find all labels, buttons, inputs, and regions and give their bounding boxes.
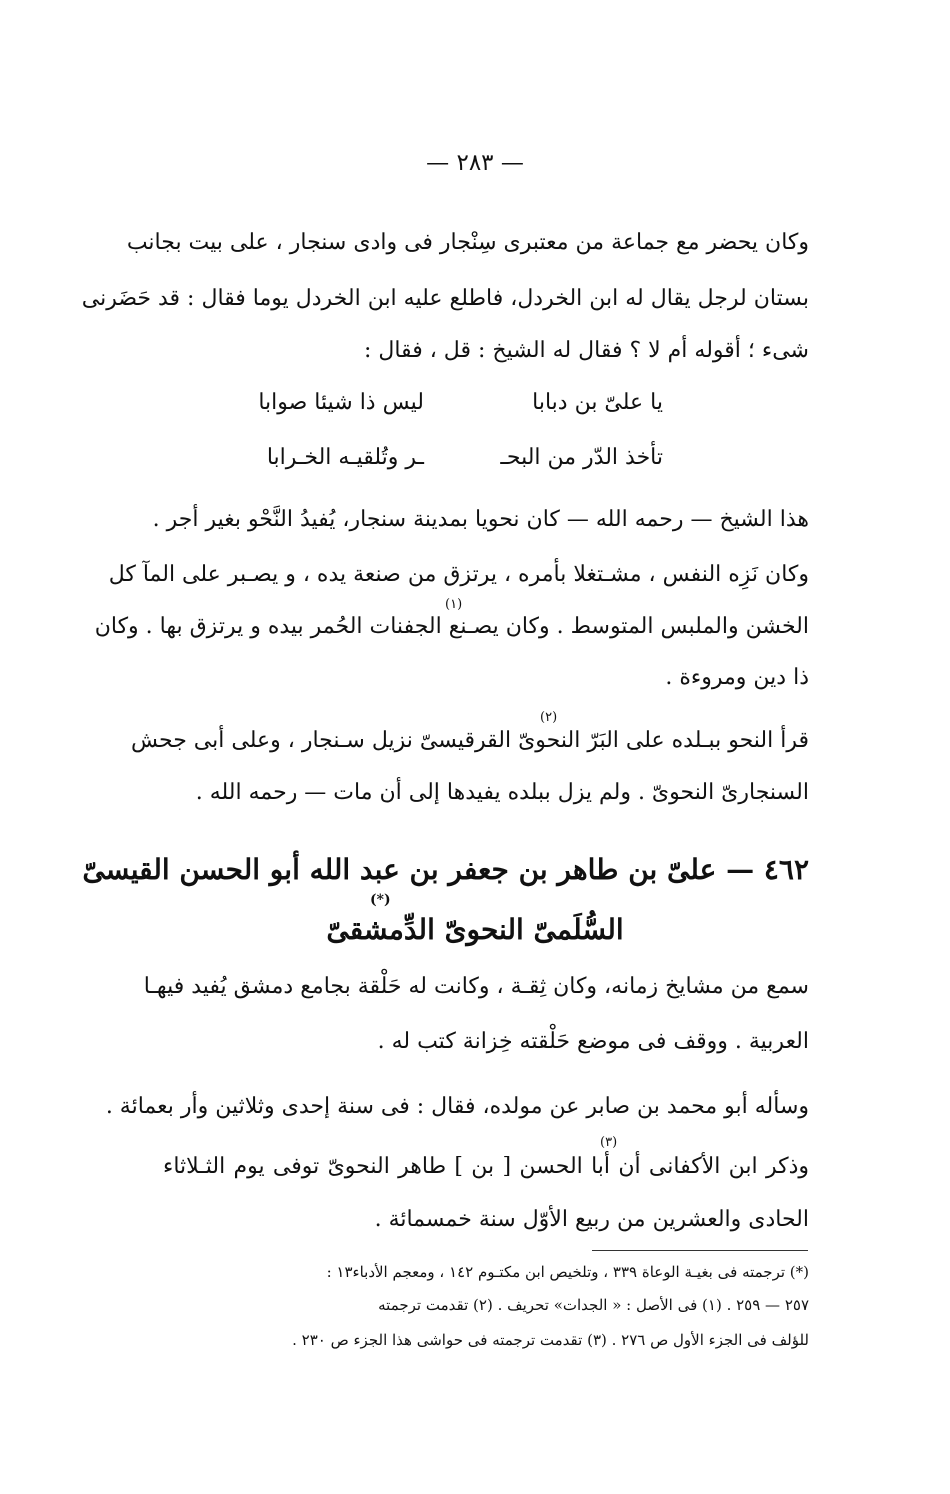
footnote-marker-3: (٣) [600, 1135, 618, 1150]
verse-1-second-hemistich: ليس ذا شيئا صوابا [258, 390, 424, 415]
body-line: وذكر ابن الأكفانى أن أبا الحسن [ بن ] طاهر النحوىّ توفى يوم الثـلاثاء [163, 1154, 809, 1179]
body-line: ذا دين ومروءة . [665, 665, 809, 690]
body-line: وسأله أبو محمد بن صابر عن مولده، فقال : فى سنة إحدى وثلاثين وأر بعمائة . [105, 1094, 809, 1119]
footnote-separator [592, 1250, 808, 1251]
body-line: وكان يحضر مع جماعة من معتبرى سِنْجار فى وادى سنجار ، على بيت بجانب [126, 230, 809, 255]
verse-2-second-hemistich: ـر وتُلقيـه الخـرابا [266, 445, 424, 470]
footnote-marker-2: (٢) [540, 710, 558, 725]
body-line: العربية . ووقف فى موضع حَلْقته خِزانة كتب له . [377, 1029, 809, 1054]
biography-heading: ٤٦٢ — علىّ بن طاهر بن جعفر بن عبد الله أبو الحسن القيسىّ [82, 853, 809, 886]
body-line: وكان نَزِه النفس ، مشـتغلا بأمره ، يرتزق من صنعة يده ، و يصـبر على المآ كل [108, 562, 809, 587]
body-line: الخشن والملبس المتوسط . وكان يصـنع الجفنات الحُمر بيده و يرتزق بها . وكان [94, 614, 809, 639]
body-line: هذا الشيخ — رحمه الله — كان نحويا بمدينة سنجار، يُفيدُ النَّحْو بغير أجر . [152, 507, 809, 532]
footnote-marker-star: (*) [370, 892, 391, 908]
footnote-line: للؤلف فى الجزء الأول ص ٢٧٦ . (٣) تقدمت ترجمته فى حواشى هذا الجزء ص ٢٣٠ . [292, 1331, 809, 1349]
footnote-line: (*) ترجمته فى بغيـة الوعاة ٣٣٩ ، وتلخيص ابن مكتـوم ١٤٢ ، ومعجم الأدباء١٣ : [326, 1263, 809, 1281]
body-line: السنجارىّ النحوىّ . ولم يزل ببلده يفيدها إلى أن مات — رحمه الله . [195, 780, 809, 805]
biography-heading-continued: السُّلَمىّ النحوىّ الدِّمشقىّ [326, 913, 624, 946]
body-line: سمع من مشايخ زمانه، وكان ثِقـة ، وكانت له حَلْقة بجامع دمشق يُفيد فيهـا [143, 974, 809, 999]
body-line: الحادى والعشرين من ربيع الأوّل سنة خمسمائة . [374, 1207, 809, 1232]
footnote-marker-1: (١) [445, 597, 463, 612]
footnote-line: ٢٥٧ — ٢٥٩ . (١) فى الأصل : « الجدات» تحريف . (٢) تقدمت ترجمته [378, 1296, 809, 1314]
verse-1-first-hemistich: يا علىّ بن دبابا [532, 390, 663, 415]
page-number: — ٢٨٣ — [426, 150, 524, 176]
verse-2-first-hemistich: تأخذ الدّر من البحـ [500, 445, 663, 470]
body-line: بستان لرجل يقال له ابن الخردل، فاطلع عليه ابن الخردل يوما فقال : قد حَضَرنى [81, 286, 809, 311]
body-line: قرأ النحو ببـلده على البَرّ النحوىّ القرقيسىّ نزيل سـنجار ، وعلى أبى جحش [130, 728, 809, 753]
body-line: شىء ؛ أقوله أم لا ؟ فقال له الشيخ : قل ، فقال : [363, 338, 809, 363]
